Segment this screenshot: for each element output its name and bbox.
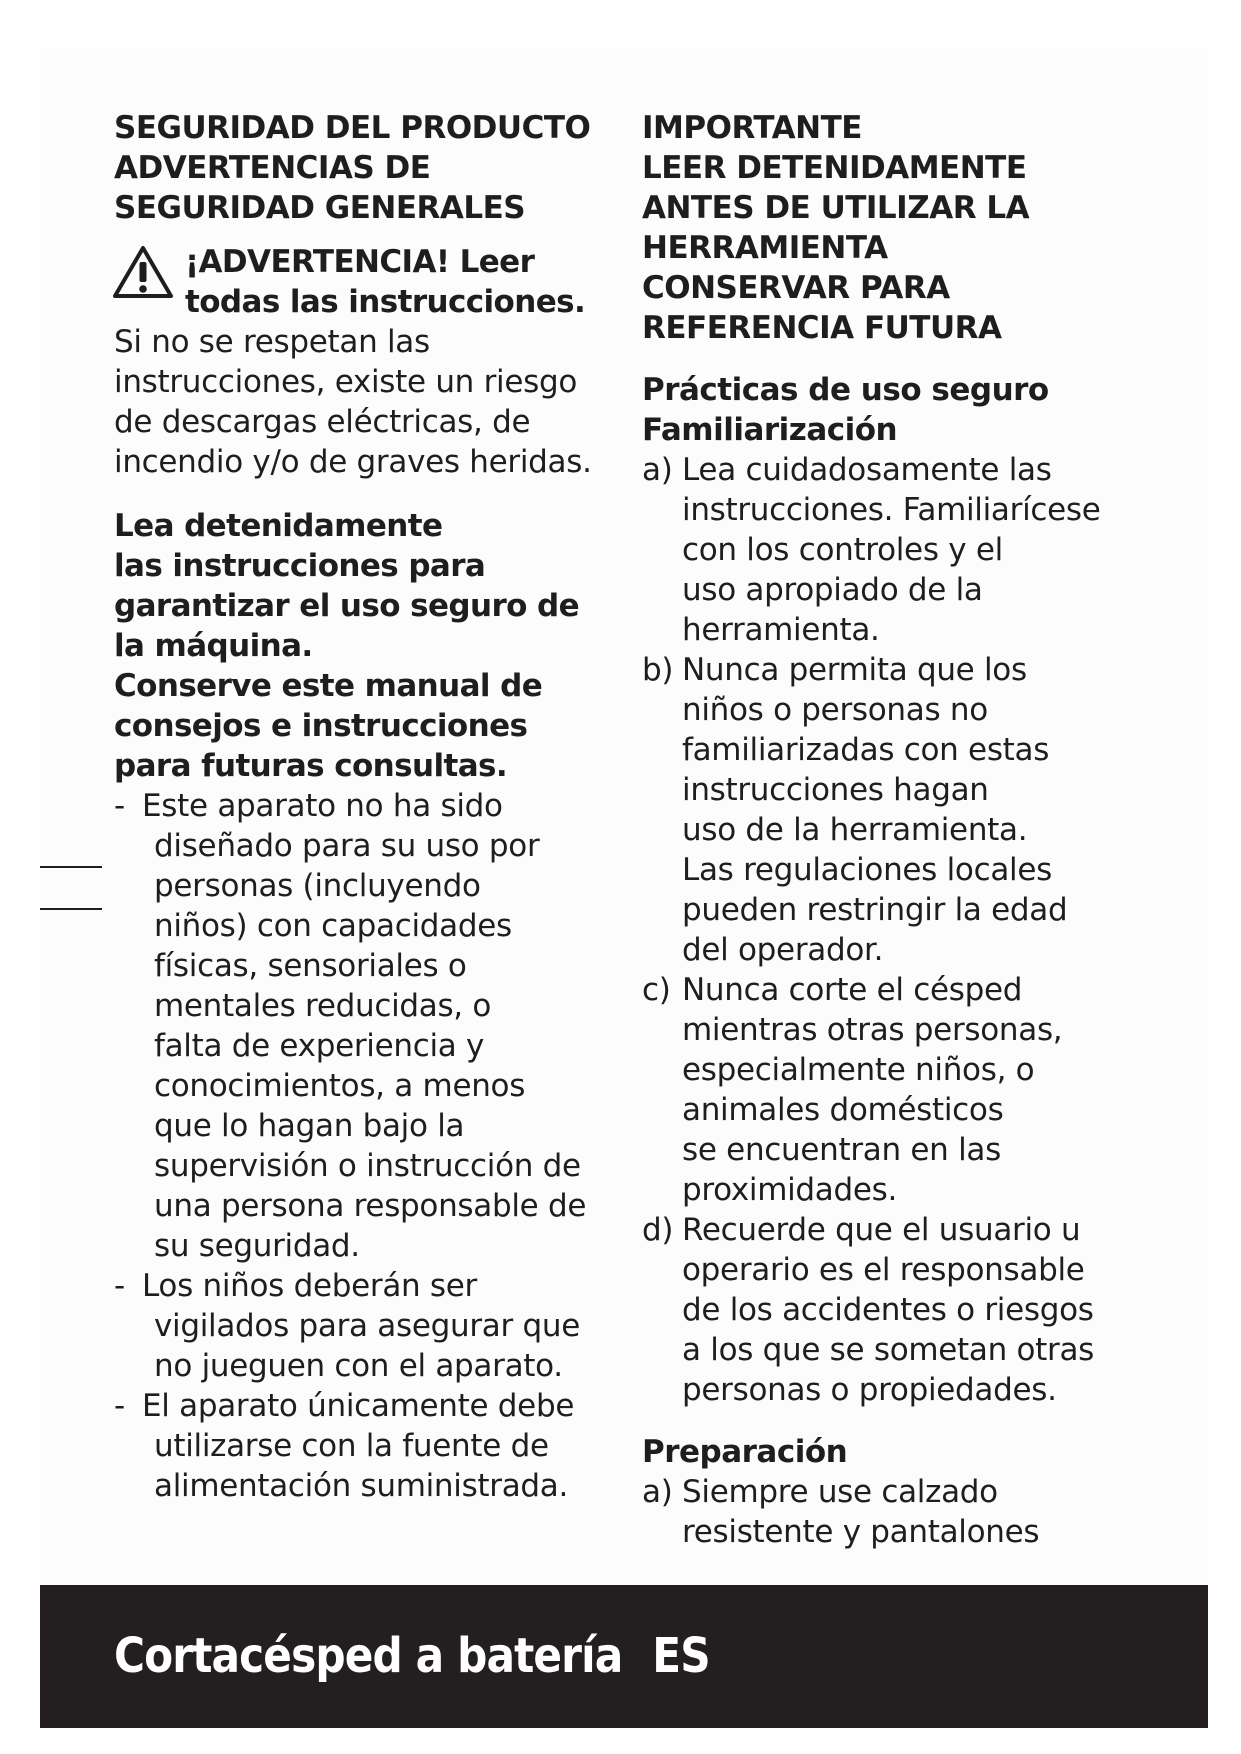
right-column bbox=[642, 108, 1142, 1552]
note-line: garantizar el uso seguro de bbox=[114, 588, 580, 624]
warning-triangle-icon bbox=[112, 244, 174, 300]
heading-line: Familiarización bbox=[642, 412, 898, 448]
list-item bbox=[114, 1386, 614, 1506]
product-name: Cortacésped a batería bbox=[114, 1628, 623, 1684]
list-line: no jueguen con el aparato. bbox=[154, 1348, 563, 1384]
list-line: instrucciones. Familiarícese bbox=[682, 492, 1101, 528]
list-line: Este aparato no ha sido bbox=[142, 788, 503, 824]
dash-marker: - bbox=[114, 1268, 125, 1304]
list-line: animales domésticos bbox=[682, 1092, 1004, 1128]
list-line: falta de experiencia y bbox=[154, 1028, 485, 1064]
list-line: del operador. bbox=[682, 932, 884, 968]
list-line: se encuentran en las bbox=[682, 1132, 1001, 1168]
warning-title-line: ¡ADVERTENCIA! Leer bbox=[185, 244, 535, 280]
list-line: alimentación suministrada. bbox=[154, 1468, 569, 1504]
read-carefully-note bbox=[114, 506, 614, 786]
safe-use-heading bbox=[642, 370, 1142, 450]
list-line: supervisión o instrucción de bbox=[154, 1148, 581, 1184]
list-line: Las regulaciones locales bbox=[682, 852, 1052, 888]
item-marker: d) bbox=[642, 1212, 674, 1248]
note-line: la máquina. bbox=[114, 628, 313, 664]
warning-text-line: instrucciones, existe un riesgo bbox=[114, 364, 577, 400]
item-marker: a) bbox=[642, 452, 673, 488]
note-line: Conserve este manual de bbox=[114, 668, 543, 704]
heading-line: LEER DETENIDAMENTE bbox=[642, 150, 1027, 186]
list-line: mentales reducidas, o bbox=[154, 988, 492, 1024]
list-line: uso apropiado de la bbox=[682, 572, 983, 608]
list-line: utilizarse con la fuente de bbox=[154, 1428, 549, 1464]
safety-bullet-list bbox=[114, 786, 614, 1506]
heading-line: ADVERTENCIAS DE bbox=[114, 150, 431, 186]
list-line: operario es el responsable bbox=[682, 1252, 1085, 1288]
heading-line: CONSERVAR PARA bbox=[642, 270, 950, 306]
list-line: herramienta. bbox=[682, 612, 880, 648]
warning-block bbox=[114, 242, 614, 482]
list-line: su seguridad. bbox=[154, 1228, 360, 1264]
list-line: conocimientos, a menos bbox=[154, 1068, 526, 1104]
list-line: Recuerde que el usuario u bbox=[682, 1212, 1081, 1248]
heading-line: HERRAMIENTA bbox=[642, 230, 888, 266]
note-line: consejos e instrucciones bbox=[114, 708, 528, 744]
list-line: familiarizadas con estas bbox=[682, 732, 1050, 768]
list-line: que lo hagan bajo la bbox=[154, 1108, 465, 1144]
list-line: Nunca corte el césped bbox=[682, 972, 1023, 1008]
warning-title-line: todas las instrucciones. bbox=[185, 284, 586, 320]
list-line: diseñado para su uso por bbox=[154, 828, 540, 864]
warning-text bbox=[114, 322, 614, 482]
item-marker: c) bbox=[642, 972, 671, 1008]
note-line: las instrucciones para bbox=[114, 548, 486, 584]
heading-line: ANTES DE UTILIZAR LA bbox=[642, 190, 1030, 226]
list-line: Los niños deberán ser bbox=[142, 1268, 477, 1304]
heading-line: SEGURIDAD DEL PRODUCTO bbox=[114, 110, 591, 146]
item-marker: b) bbox=[642, 652, 674, 688]
list-line: una persona responsable de bbox=[154, 1188, 587, 1224]
list-line: Nunca permita que los bbox=[682, 652, 1027, 688]
list-line: Siempre use calzado bbox=[682, 1474, 998, 1510]
heading-line: Prácticas de uso seguro bbox=[642, 372, 1049, 408]
list-line: resistente y pantalones bbox=[682, 1514, 1040, 1550]
language-code: ES bbox=[652, 1628, 710, 1684]
list-item bbox=[642, 1210, 1142, 1410]
list-line: de los accidentes o riesgos bbox=[682, 1292, 1094, 1328]
warning-title bbox=[185, 242, 614, 322]
margin-mark bbox=[40, 908, 102, 910]
preparation-list bbox=[642, 1472, 1142, 1552]
heading-line: SEGURIDAD GENERALES bbox=[114, 190, 526, 226]
list-item bbox=[642, 1472, 1142, 1552]
footer-title bbox=[114, 1621, 710, 1691]
list-line: instrucciones hagan bbox=[682, 772, 989, 808]
list-item bbox=[642, 970, 1142, 1210]
list-line: a los que se sometan otras bbox=[682, 1332, 1095, 1368]
list-line: físicas, sensoriales o bbox=[154, 948, 467, 984]
list-line: personas (incluyendo bbox=[154, 868, 481, 904]
note-line: Lea detenidamente bbox=[114, 508, 443, 544]
list-line: uso de la herramienta. bbox=[682, 812, 1028, 848]
note-line: para futuras consultas. bbox=[114, 748, 508, 784]
list-line: niños o personas no bbox=[682, 692, 988, 728]
familiarization-list bbox=[642, 450, 1142, 1410]
heading-line: IMPORTANTE bbox=[642, 110, 862, 146]
list-item bbox=[114, 786, 614, 1266]
list-line: proximidades. bbox=[682, 1172, 898, 1208]
list-item bbox=[114, 1266, 614, 1386]
list-line: Lea cuidadosamente las bbox=[682, 452, 1052, 488]
important-heading bbox=[642, 108, 1142, 348]
warning-text-line: incendio y/o de graves heridas. bbox=[114, 444, 592, 480]
list-item bbox=[642, 450, 1142, 650]
heading-line: REFERENCIA FUTURA bbox=[642, 310, 1002, 346]
dash-marker: - bbox=[114, 1388, 125, 1424]
warning-text-line: de descargas eléctricas, de bbox=[114, 404, 531, 440]
list-line: personas o propiedades. bbox=[682, 1372, 1057, 1408]
warning-text-line: Si no se respetan las bbox=[114, 324, 430, 360]
dash-marker: - bbox=[114, 788, 125, 824]
list-line: con los controles y el bbox=[682, 532, 1003, 568]
list-line: El aparato únicamente debe bbox=[142, 1388, 575, 1424]
list-line: mientras otras personas, bbox=[682, 1012, 1063, 1048]
list-line: niños) con capacidades bbox=[154, 908, 512, 944]
left-column bbox=[114, 108, 614, 1506]
footer-bar bbox=[40, 1585, 1208, 1728]
product-safety-heading bbox=[114, 108, 614, 228]
list-line: vigilados para asegurar que bbox=[154, 1308, 580, 1344]
list-line: pueden restringir la edad bbox=[682, 892, 1068, 928]
item-marker: a) bbox=[642, 1474, 673, 1510]
margin-mark bbox=[40, 866, 102, 868]
list-line: especialmente niños, o bbox=[682, 1052, 1035, 1088]
list-item bbox=[642, 650, 1142, 970]
preparation-heading: Preparación bbox=[642, 1434, 848, 1470]
